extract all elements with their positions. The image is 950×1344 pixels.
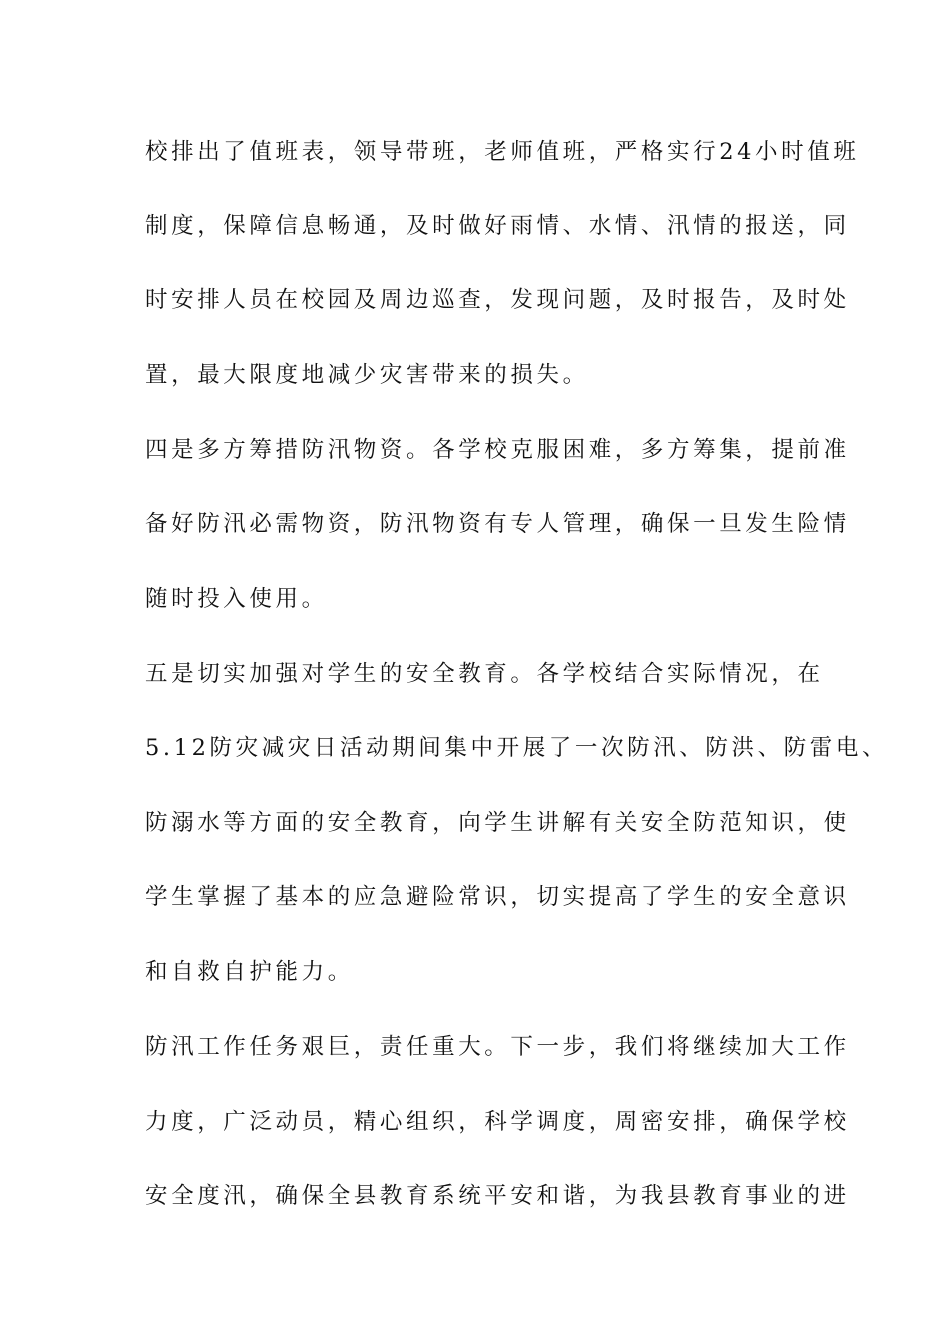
text-line: 四是多方筹措防汛物资。各学校克服困难，多方筹集，提前准 [145,437,850,463]
text-line: 5.12防灾减灾日活动期间集中开展了一次防汛、防洪、防雷电、 [145,735,889,761]
text-line: 力度，广泛动员，精心组织，科学调度，周密安排，确保学校 [145,1109,850,1135]
text-line: 学生掌握了基本的应急避险常识，切实提高了学生的安全意识 [145,884,850,910]
text-line: 随时投入使用。 [145,586,328,612]
text-line: 置，最大限度地减少灾害带来的损失。 [145,362,589,388]
text-line: 制度，保障信息畅通，及时做好雨情、水情、汛情的报送，同 [145,213,850,239]
text-line: 防汛工作任务艰巨，责任重大。下一步，我们将继续加大工作 [145,1034,850,1060]
text-line: 时安排人员在校园及周边巡查，发现问题，及时报告，及时处 [145,287,850,313]
text-line: 和自救自护能力。 [145,959,354,985]
text-line: 校排出了值班表，领导带班，老师值班，严格实行24小时值班 [145,139,860,165]
text-line: 安全度汛，确保全县教育系统平安和谐，为我县教育事业的进 [145,1183,850,1209]
text-line: 防溺水等方面的安全教育，向学生讲解有关安全防范知识，使 [145,810,850,836]
text-line: 备好防汛必需物资，防汛物资有专人管理，确保一旦发生险情 [145,511,850,537]
text-line: 五是切实加强对学生的安全教育。各学校结合实际情况，在 [145,661,824,687]
